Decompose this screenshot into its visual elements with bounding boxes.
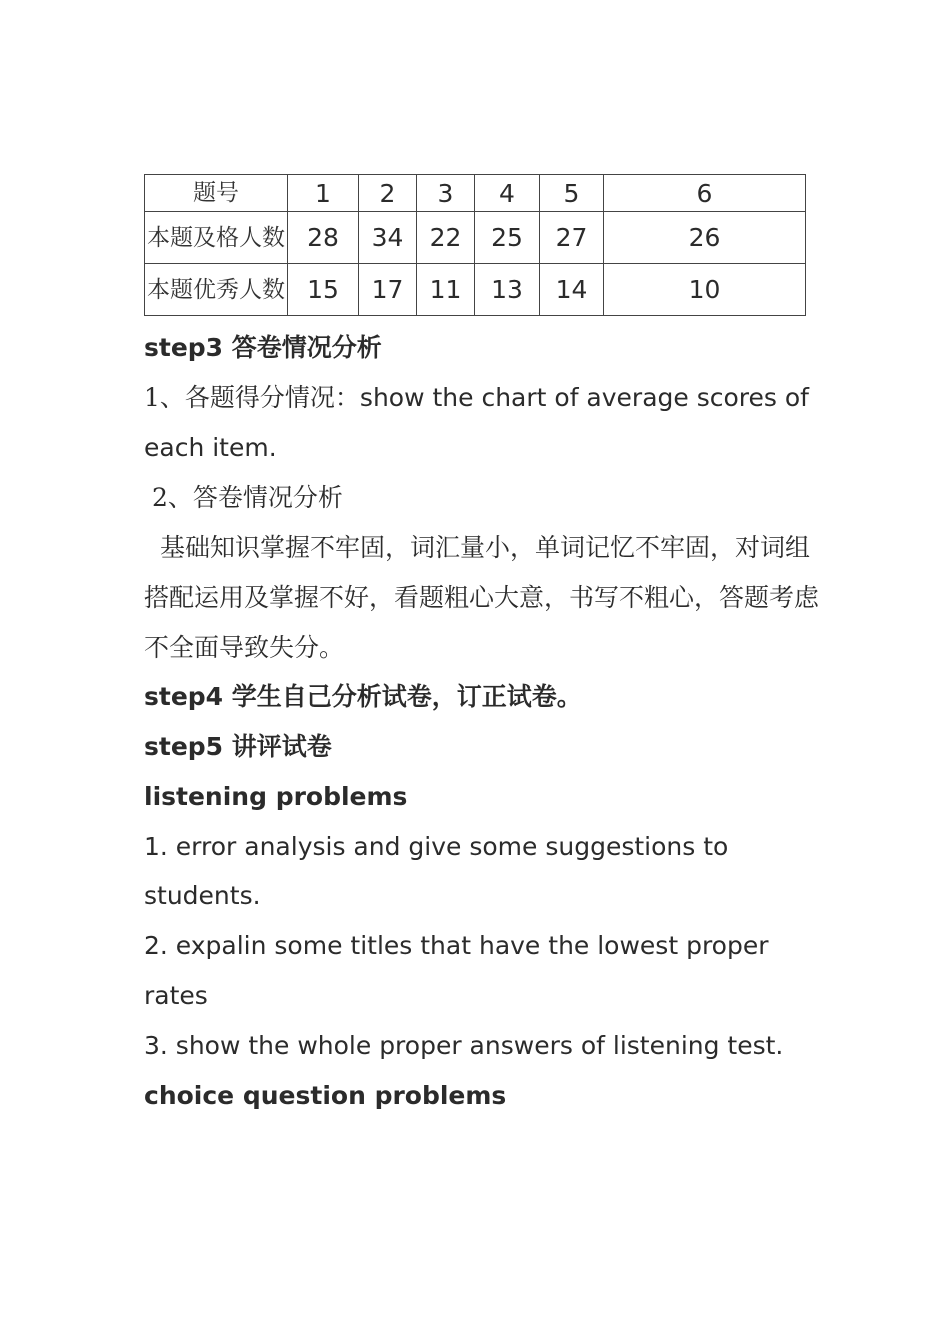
choice-heading: choice question problems xyxy=(144,1081,507,1110)
step4-heading xyxy=(144,682,814,712)
step3-heading xyxy=(144,333,814,363)
row-label: 本题优秀人数 xyxy=(145,264,288,316)
table-cell: 17 xyxy=(359,264,417,316)
analysis-paragraph-line: 搭配运用及掌握不好，看题粗心大意，书写不粗心，答题考虑 xyxy=(144,583,820,612)
item1-line xyxy=(144,383,814,413)
item1-prefix: 1、各题得分情况： xyxy=(144,383,360,412)
item1-text: show the chart of average scores of xyxy=(359,383,809,412)
table-cell: 10 xyxy=(604,264,806,316)
table-cell: 27 xyxy=(540,212,604,264)
table-cell: 22 xyxy=(417,212,475,264)
column-header: 1 xyxy=(288,175,359,212)
listening-point-1: 1. error analysis and give some suggestions to xyxy=(144,832,729,861)
analysis-paragraph-line: 基础知识掌握不牢固，词汇量小，单词记忆不牢固，对词组 xyxy=(160,533,811,562)
table-cell: 14 xyxy=(540,264,604,316)
table-cell: 28 xyxy=(288,212,359,264)
step4-prefix: step4 xyxy=(144,682,224,711)
step5-heading xyxy=(144,732,814,762)
listening-heading: listening problems xyxy=(144,782,408,811)
step5-title: 讲评试卷 xyxy=(231,732,332,761)
item2-title: 2、答卷情况分析 xyxy=(152,483,343,512)
step3-prefix: step3 xyxy=(144,333,224,362)
column-header: 5 xyxy=(540,175,604,212)
row-label: 本题及格人数 xyxy=(145,212,288,264)
column-header: 6 xyxy=(604,175,806,212)
table-cell: 25 xyxy=(475,212,540,264)
item1-text-continued: each item. xyxy=(144,433,277,462)
table-cell: 34 xyxy=(359,212,417,264)
table-row-pass-count xyxy=(145,212,806,264)
table-cell: 13 xyxy=(475,264,540,316)
analysis-paragraph-line: 不全面导致失分。 xyxy=(144,633,345,662)
table-cell: 15 xyxy=(288,264,359,316)
header-label-cell: 题号 xyxy=(145,175,288,212)
table-row-excellent-count xyxy=(145,264,806,316)
column-header: 2 xyxy=(359,175,417,212)
table-header-row xyxy=(145,175,806,212)
table-cell: 11 xyxy=(417,264,475,316)
listening-point-3: 3. show the whole proper answers of listening test. xyxy=(144,1031,784,1060)
listening-point-2-continued: rates xyxy=(144,981,208,1010)
score-table xyxy=(144,174,806,316)
listening-point-1-continued: students. xyxy=(144,881,261,910)
step3-title: 答卷情况分析 xyxy=(231,333,382,362)
step5-prefix: step5 xyxy=(144,732,224,761)
table-cell: 26 xyxy=(604,212,806,264)
column-header: 3 xyxy=(417,175,475,212)
listening-point-2: 2. expalin some titles that have the lowest proper xyxy=(144,931,769,960)
step4-title: 学生自己分析试卷，订正试卷。 xyxy=(231,682,582,711)
column-header: 4 xyxy=(475,175,540,212)
